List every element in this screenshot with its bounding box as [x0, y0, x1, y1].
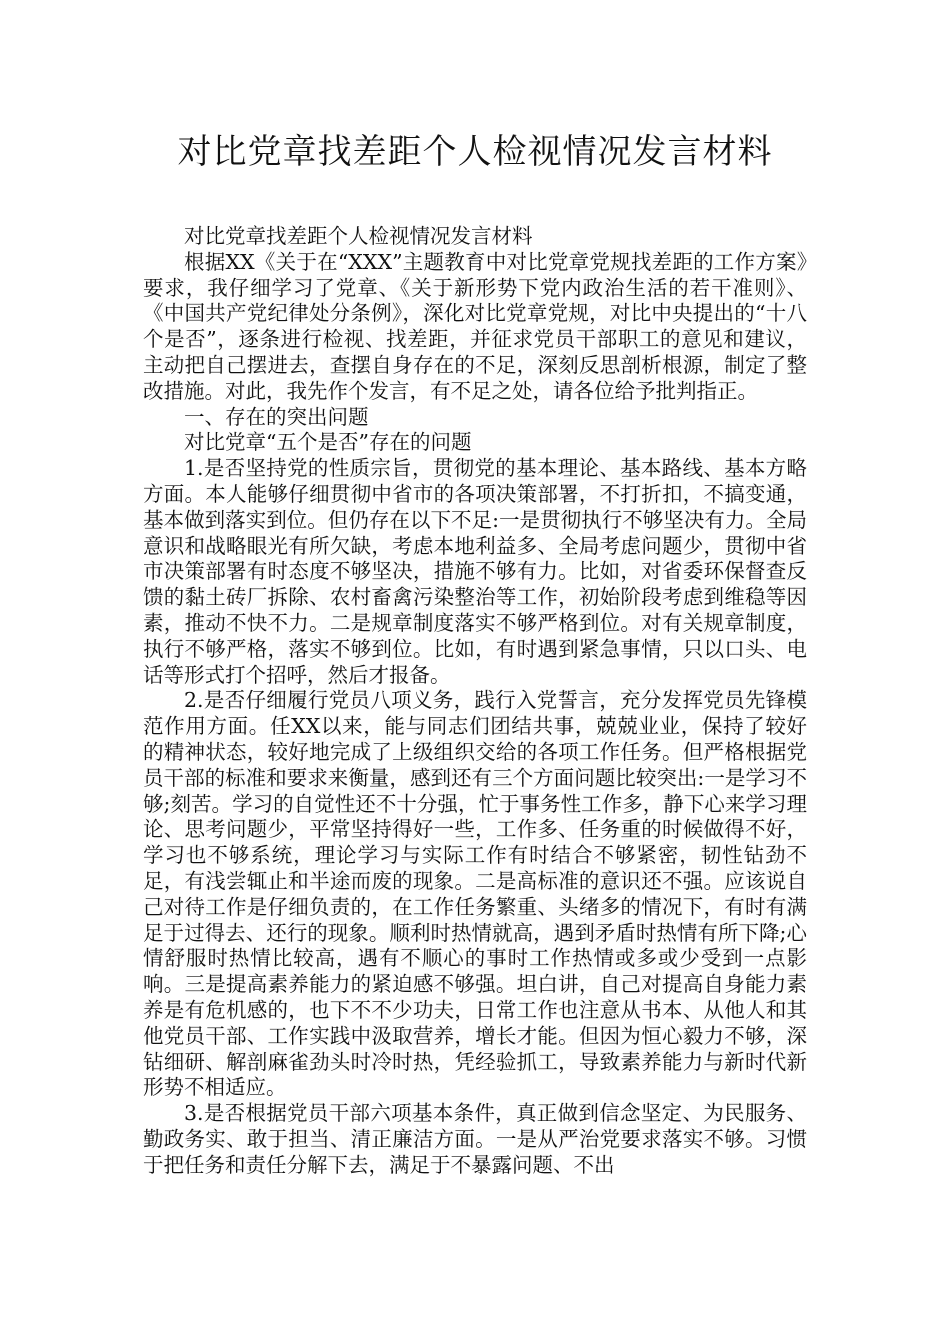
document-body	[143, 224, 807, 1178]
subsection-heading: 对比党章“五个是否”存在的问题	[184, 430, 472, 455]
paragraph-intro: 根据XX《关于在“XXX”主题教育中对比党章党规找差距的工作方案》要求，我仔细学习了党章、《关于新形势下党内政治生活的若干准则》、《中国共产党纪律处分条例》，深化对比党章党规，对比中央提出的“十八个是否”，逐条进行检视、找差距，并征求党员干部职工的意见和建议，主动把自己摆进去，查摆自身存在的不足，深刻反思剖析根源，制定了整改措施。对此，我先作个发言，有不足之处，请各位给予批判指正。	[143, 249, 807, 403]
paragraph-subtitle: 对比党章找差距个人检视情况发言材料	[184, 224, 533, 248]
paragraph-item-3: 3.是否根据党员干部六项基本条件，真正做到信念坚定、为民服务、勤政务实、敢于担当、清正廉洁方面。一是从严治党要求落实不够。习惯于把任务和责任分解下去，满足于不暴露问题、不出	[143, 1101, 807, 1177]
section-heading-problems: 一、存在的突出问题	[184, 404, 369, 429]
paragraph-item-1: 1.是否坚持党的性质宗旨，贯彻党的基本理论、基本路线、基本方略方面。本人能够仔细贯彻中省市的各项决策部署，不打折扣，不搞变通，基本做到落实到位。但仍存在以下不足:一是贯彻执行不够坚决有力。全局意识和战略眼光有所欠缺，考虑本地利益多、全局考虑问题少，贯彻中省市决策部署有时态度不够坚决，措施不够有力。比如，对省委环保督查反馈的黏土砖厂拆除、农村畜禽污染整治等工作，初始阶段考虑到维稳等因素，推动不快不力。二是规章制度落实不够严格到位。对有关规章制度，执行不够严格，落实不够到位。比如，有时遇到紧急事情，只以口头、电话等形式打个招呼，然后才报备。	[143, 456, 807, 687]
document-title: 对比党章找差距个人检视情况发言材料	[177, 132, 773, 172]
paragraph-item-2: 2.是否仔细履行党员八项义务，践行入党誓言，充分发挥党员先锋模范作用方面。任XX以来，能与同志们团结共事，兢兢业业，保持了较好的精神状态，较好地完成了上级组织交给的各项工作任务。但严格根据党员干部的标准和要求来衡量，感到还有三个方面问题比较突出:一是学习不够;刻苦。学习的自觉性还不十分强，忙于事务性工作多，静下心来学习理论、思考问题少，平常坚持得好一些，工作多、任务重的时候做得不好，学习也不够系统，理论学习与实际工作有时结合不够紧密，韧性钻劲不足，有浅尝辄止和半途而废的现象。二是高标准的意识还不强。应该说自己对待工作是仔细负责的，在工作任务繁重、头绪多的情况下，有时有满足于过得去、还行的现象。顺利时热情就高，遇到矛盾时热情有所下降;心情舒服时热情比较高，遇有不顺心的事时工作热情或多或少受到一点影响。三是提高素养能力的紧迫感不够强。坦白讲，自己对提高自身能力素养是有危机感的，也下不不少功夫，日常工作也注意从书本、从他人和其他党员干部、工作实践中汲取营养，增长才能。但因为恒心毅力不够，深钻细研、解剖麻雀劲头时冷时热，凭经验抓工，导致素养能力与新时代新形势不相适应。	[143, 688, 807, 1100]
